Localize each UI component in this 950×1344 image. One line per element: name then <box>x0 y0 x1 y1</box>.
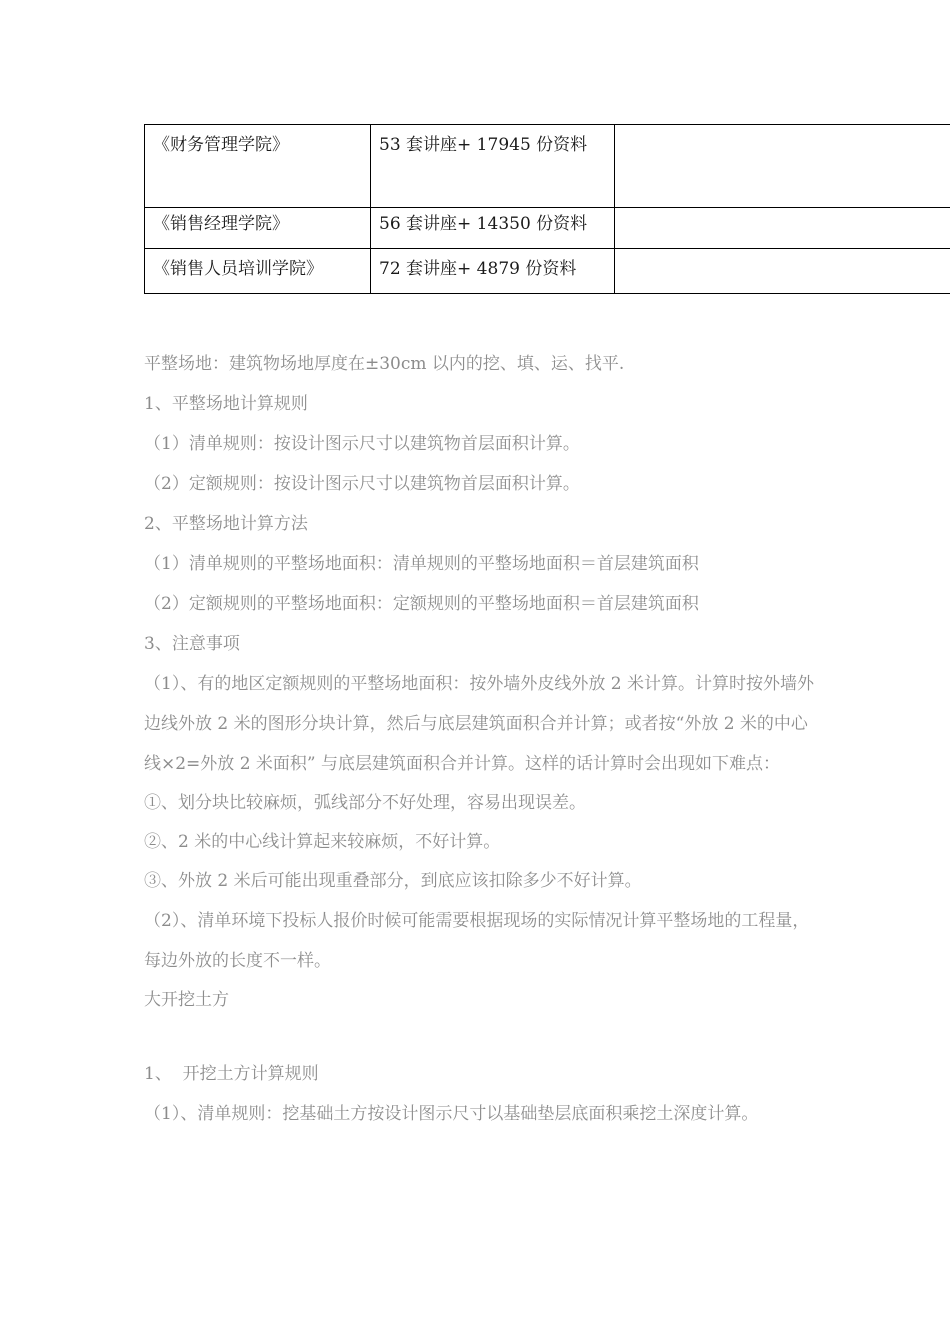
table-cell-name: 《财务管理学院》 <box>145 125 371 208</box>
table-cell-extra <box>615 125 950 208</box>
paragraph: （2）定额规则：按设计图示尺寸以建筑物首层面积计算。 <box>144 474 580 494</box>
paragraph: （2）、清单环境下投标人报价时候可能需要根据现场的实际情况计算平整场地的工程量，每边外放的长度不一样。 <box>144 911 810 971</box>
paragraph: （1）清单规则：按设计图示尺寸以建筑物首层面积计算。 <box>144 434 580 454</box>
table-row <box>145 208 950 249</box>
course-table <box>144 124 950 294</box>
course-table-wrapper <box>144 124 949 294</box>
section-heading: 1、 开挖土方计算规则 <box>144 1064 319 1084</box>
list-item: ③、外放 2 米后可能出现重叠部分，到底应该扣除多少不好计算。 <box>144 871 642 891</box>
table-cell-name: 《销售人员培训学院》 <box>145 249 371 294</box>
table-cell-name: 《销售经理学院》 <box>145 208 371 249</box>
table-row <box>145 125 950 208</box>
table-cell-content: 56 套讲座+ 14350 份资料 <box>371 208 615 249</box>
paragraph: （1）、有的地区定额规则的平整场地面积：按外墙外皮线外放 2 米计算。计算时按外墙外边线外放 2 米的图形分块计算，然后与底层建筑面积合并计算；或者按“外放 2 米的中心线×2=外放 2 米面积” 与底层建筑面积合并计算。这样的话计算时会出现如下难点： <box>144 674 814 774</box>
section-heading: 1、平整场地计算规则 <box>144 394 308 414</box>
paragraph: （1）清单规则的平整场地面积：清单规则的平整场地面积＝首层建筑面积 <box>144 554 699 574</box>
table-cell-content: 53 套讲座+ 17945 份资料 <box>371 125 615 208</box>
section-title: 大开挖土方 <box>144 990 229 1010</box>
table-cell-content: 72 套讲座+ 4879 份资料 <box>371 249 615 294</box>
section-heading: 2、平整场地计算方法 <box>144 514 308 534</box>
table-row <box>145 249 950 294</box>
table-cell-extra <box>615 208 950 249</box>
document-body <box>144 344 824 1134</box>
table-cell-extra <box>615 249 950 294</box>
paragraph-definition: 平整场地：建筑物场地厚度在±30cm 以内的挖、填、运、找平. <box>144 354 625 374</box>
list-item: ①、划分块比较麻烦，弧线部分不好处理，容易出现误差。 <box>144 793 586 813</box>
paragraph: （2）定额规则的平整场地面积：定额规则的平整场地面积＝首层建筑面积 <box>144 594 699 614</box>
list-item: ②、2 米的中心线计算起来较麻烦，不好计算。 <box>144 832 501 852</box>
paragraph: （1）、清单规则：挖基础土方按设计图示尺寸以基础垫层底面积乘挖土深度计算。 <box>144 1104 759 1124</box>
section-heading: 3、注意事项 <box>144 634 240 654</box>
